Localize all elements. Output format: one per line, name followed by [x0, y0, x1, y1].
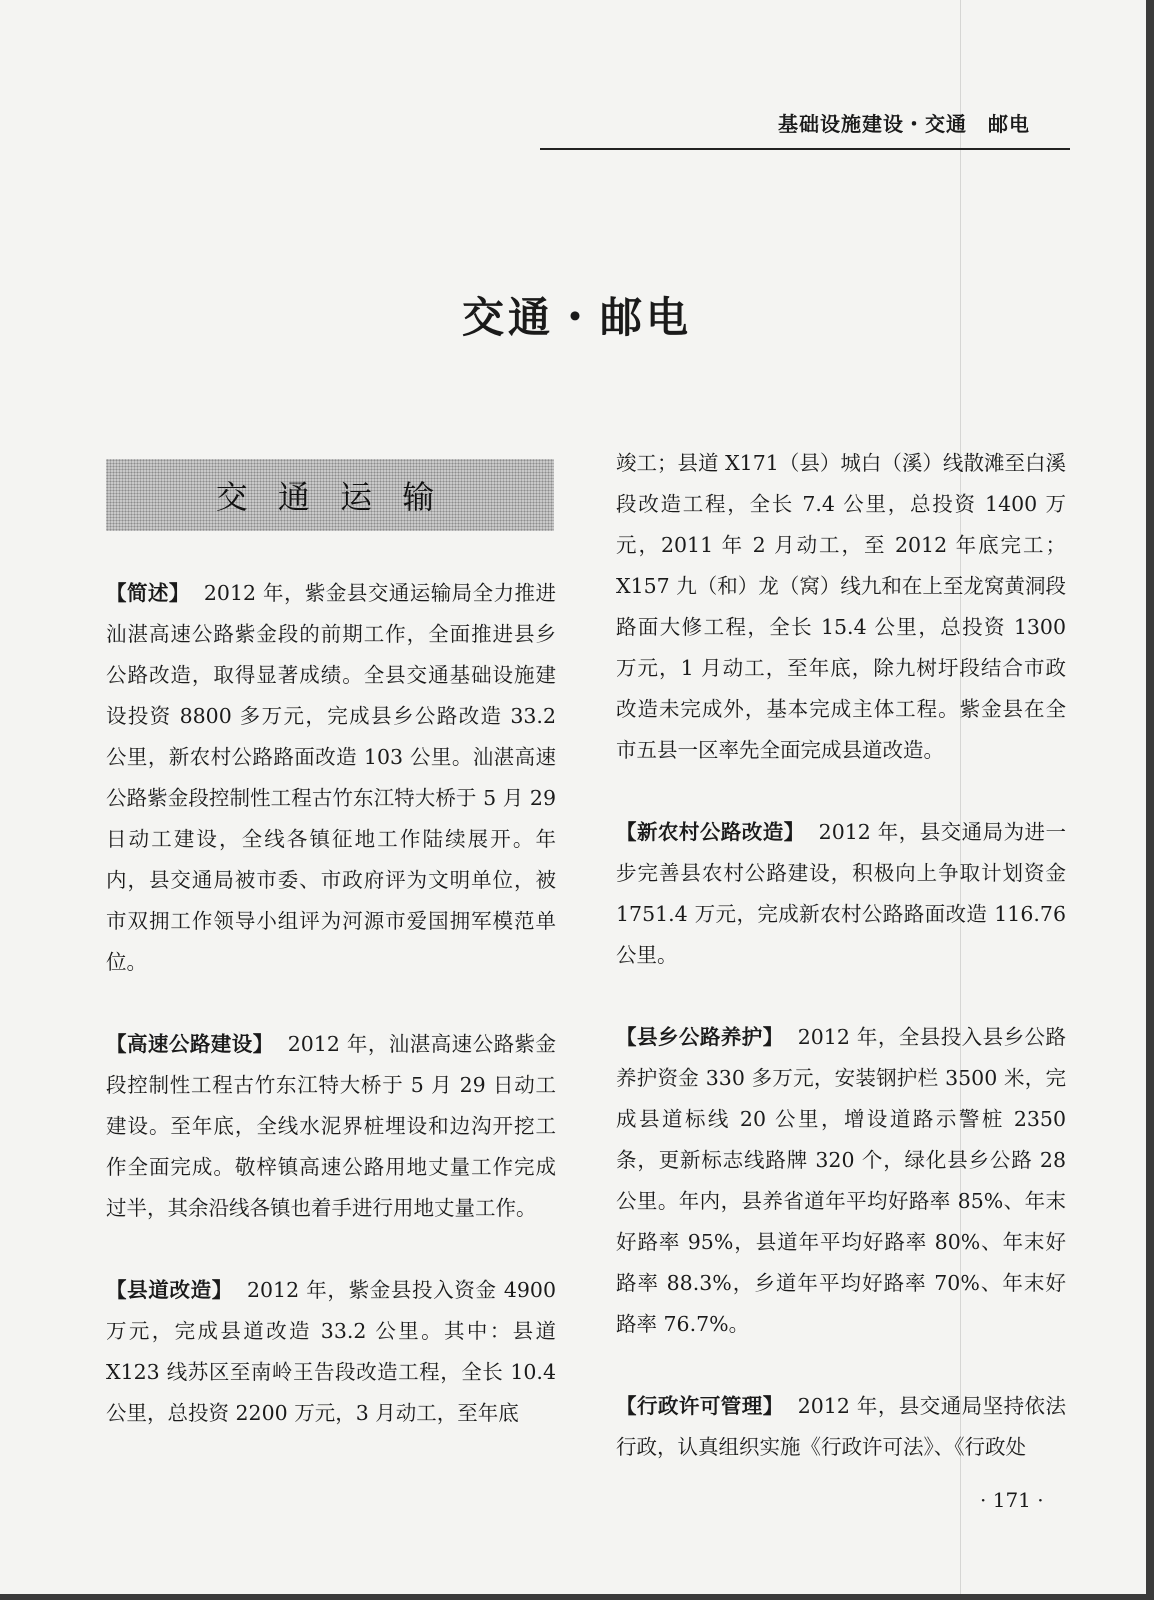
- paragraph-expressway: [106, 1024, 556, 1229]
- running-header: 基础设施建设・交通 邮电: [778, 112, 1030, 136]
- paragraph-lead: 【高速公路建设】: [106, 1032, 274, 1056]
- paragraph-admin-license: [616, 1386, 1066, 1468]
- scan-bottom-edge: [0, 1594, 1154, 1600]
- paragraph-text: 2012 年，县交通局坚持依法行政，认真组织实施《行政许可法》、《行政处: [616, 1394, 1067, 1459]
- section-title-box: [106, 459, 554, 531]
- paragraph-lead: 【行政许可管理】: [616, 1394, 784, 1418]
- right-column: [616, 443, 1066, 1468]
- paragraph-rural-road: [616, 812, 1066, 976]
- paragraph-text: 2012 年，紫金县交通运输局全力推进汕湛高速公路紫金段的前期工作，全面推进县乡公路改造，取得显著成绩。全县交通基础设施建设投资 8800 多万元，完成县乡公路改造 33.2 公里，新农村公路路面改造 103 公里。汕湛高速公路紫金段控制性工程古竹东江特大桥于 5 月 29 日动工建设，全线各镇征地工作陆续展开。年内，县交通局被市委、市政府评为文明单位，被市双拥工作领导小组评为河源市爱国拥军模范单位。: [106, 581, 557, 974]
- paragraph-text: 2012 年，紫金县投入资金 4900 万元，完成县道改造 33.2 公里。其中：县道 X123 线苏区至南岭王告段改造工程，全长 10.4公里，总投资 2200 万元，3 月动工，至年底: [106, 1278, 557, 1425]
- paragraph-text: 2012 年，全县投入县乡公路养护资金 330 多万元，安装钢护栏 3500 米，完成县道标线 20 公里，增设道路示警桩 2350 条，更新标志线路牌 320 个，绿化县乡公路 28 公里。年内，县养省道年平均好路率 85%、年末好路率 95%，县道年平均好路率 80%、年末好路率 88.3%，乡道年平均好路率 70%、年末好路率 76.7%。: [616, 1025, 1067, 1336]
- scan-right-edge: [1146, 0, 1154, 1600]
- paragraph-lead: 【新农村公路改造】: [616, 820, 805, 844]
- paragraph-county-road: [106, 1270, 556, 1434]
- section-title: 交 通 运 输: [215, 478, 445, 516]
- paragraph-continuation: 竣工；县道 X171（县）城白（溪）线散滩至白溪段改造工程，全长 7.4 公里，总投资 1400 万元，2011 年 2 月动工，至 2012 年底完工；X157 九（和）龙（窝）线九和在上至龙窝黄洞段路面大修工程，全长 15.4 公里，总投资 1300 万元，1 月动工，至年底，除九树圩段结合市政改造未完成外，基本完成主体工程。紫金县在全市五县一区率先全面完成县道改造。: [616, 451, 1066, 762]
- paragraph-lead: 【简述】: [106, 581, 190, 605]
- header-rule: [540, 148, 1070, 150]
- left-column: [106, 573, 556, 1434]
- paragraph-overview: [106, 573, 556, 983]
- chapter-title: 交通・邮电: [461, 293, 692, 342]
- paragraph-text: 2012 年，县交通局为进一步完善县农村公路建设，积极向上争取计划资金 1751.4 万元，完成新农村公路路面改造 116.76 公里。: [616, 820, 1066, 967]
- page-number: · 171 ·: [980, 1488, 1044, 1512]
- paragraph-lead: 【县道改造】: [106, 1278, 233, 1302]
- paragraph-road-maintenance: [616, 1017, 1066, 1345]
- paragraph-text: 2012 年，汕湛高速公路紫金段控制性工程古竹东江特大桥于 5 月 29 日动工建设。至年底，全线水泥界桩埋设和边沟开挖工作全面完成。敬梓镇高速公路用地丈量工作完成过半，其余沿线各镇也着手进行用地丈量工作。: [106, 1032, 557, 1220]
- paragraph-lead: 【县乡公路养护】: [616, 1025, 784, 1049]
